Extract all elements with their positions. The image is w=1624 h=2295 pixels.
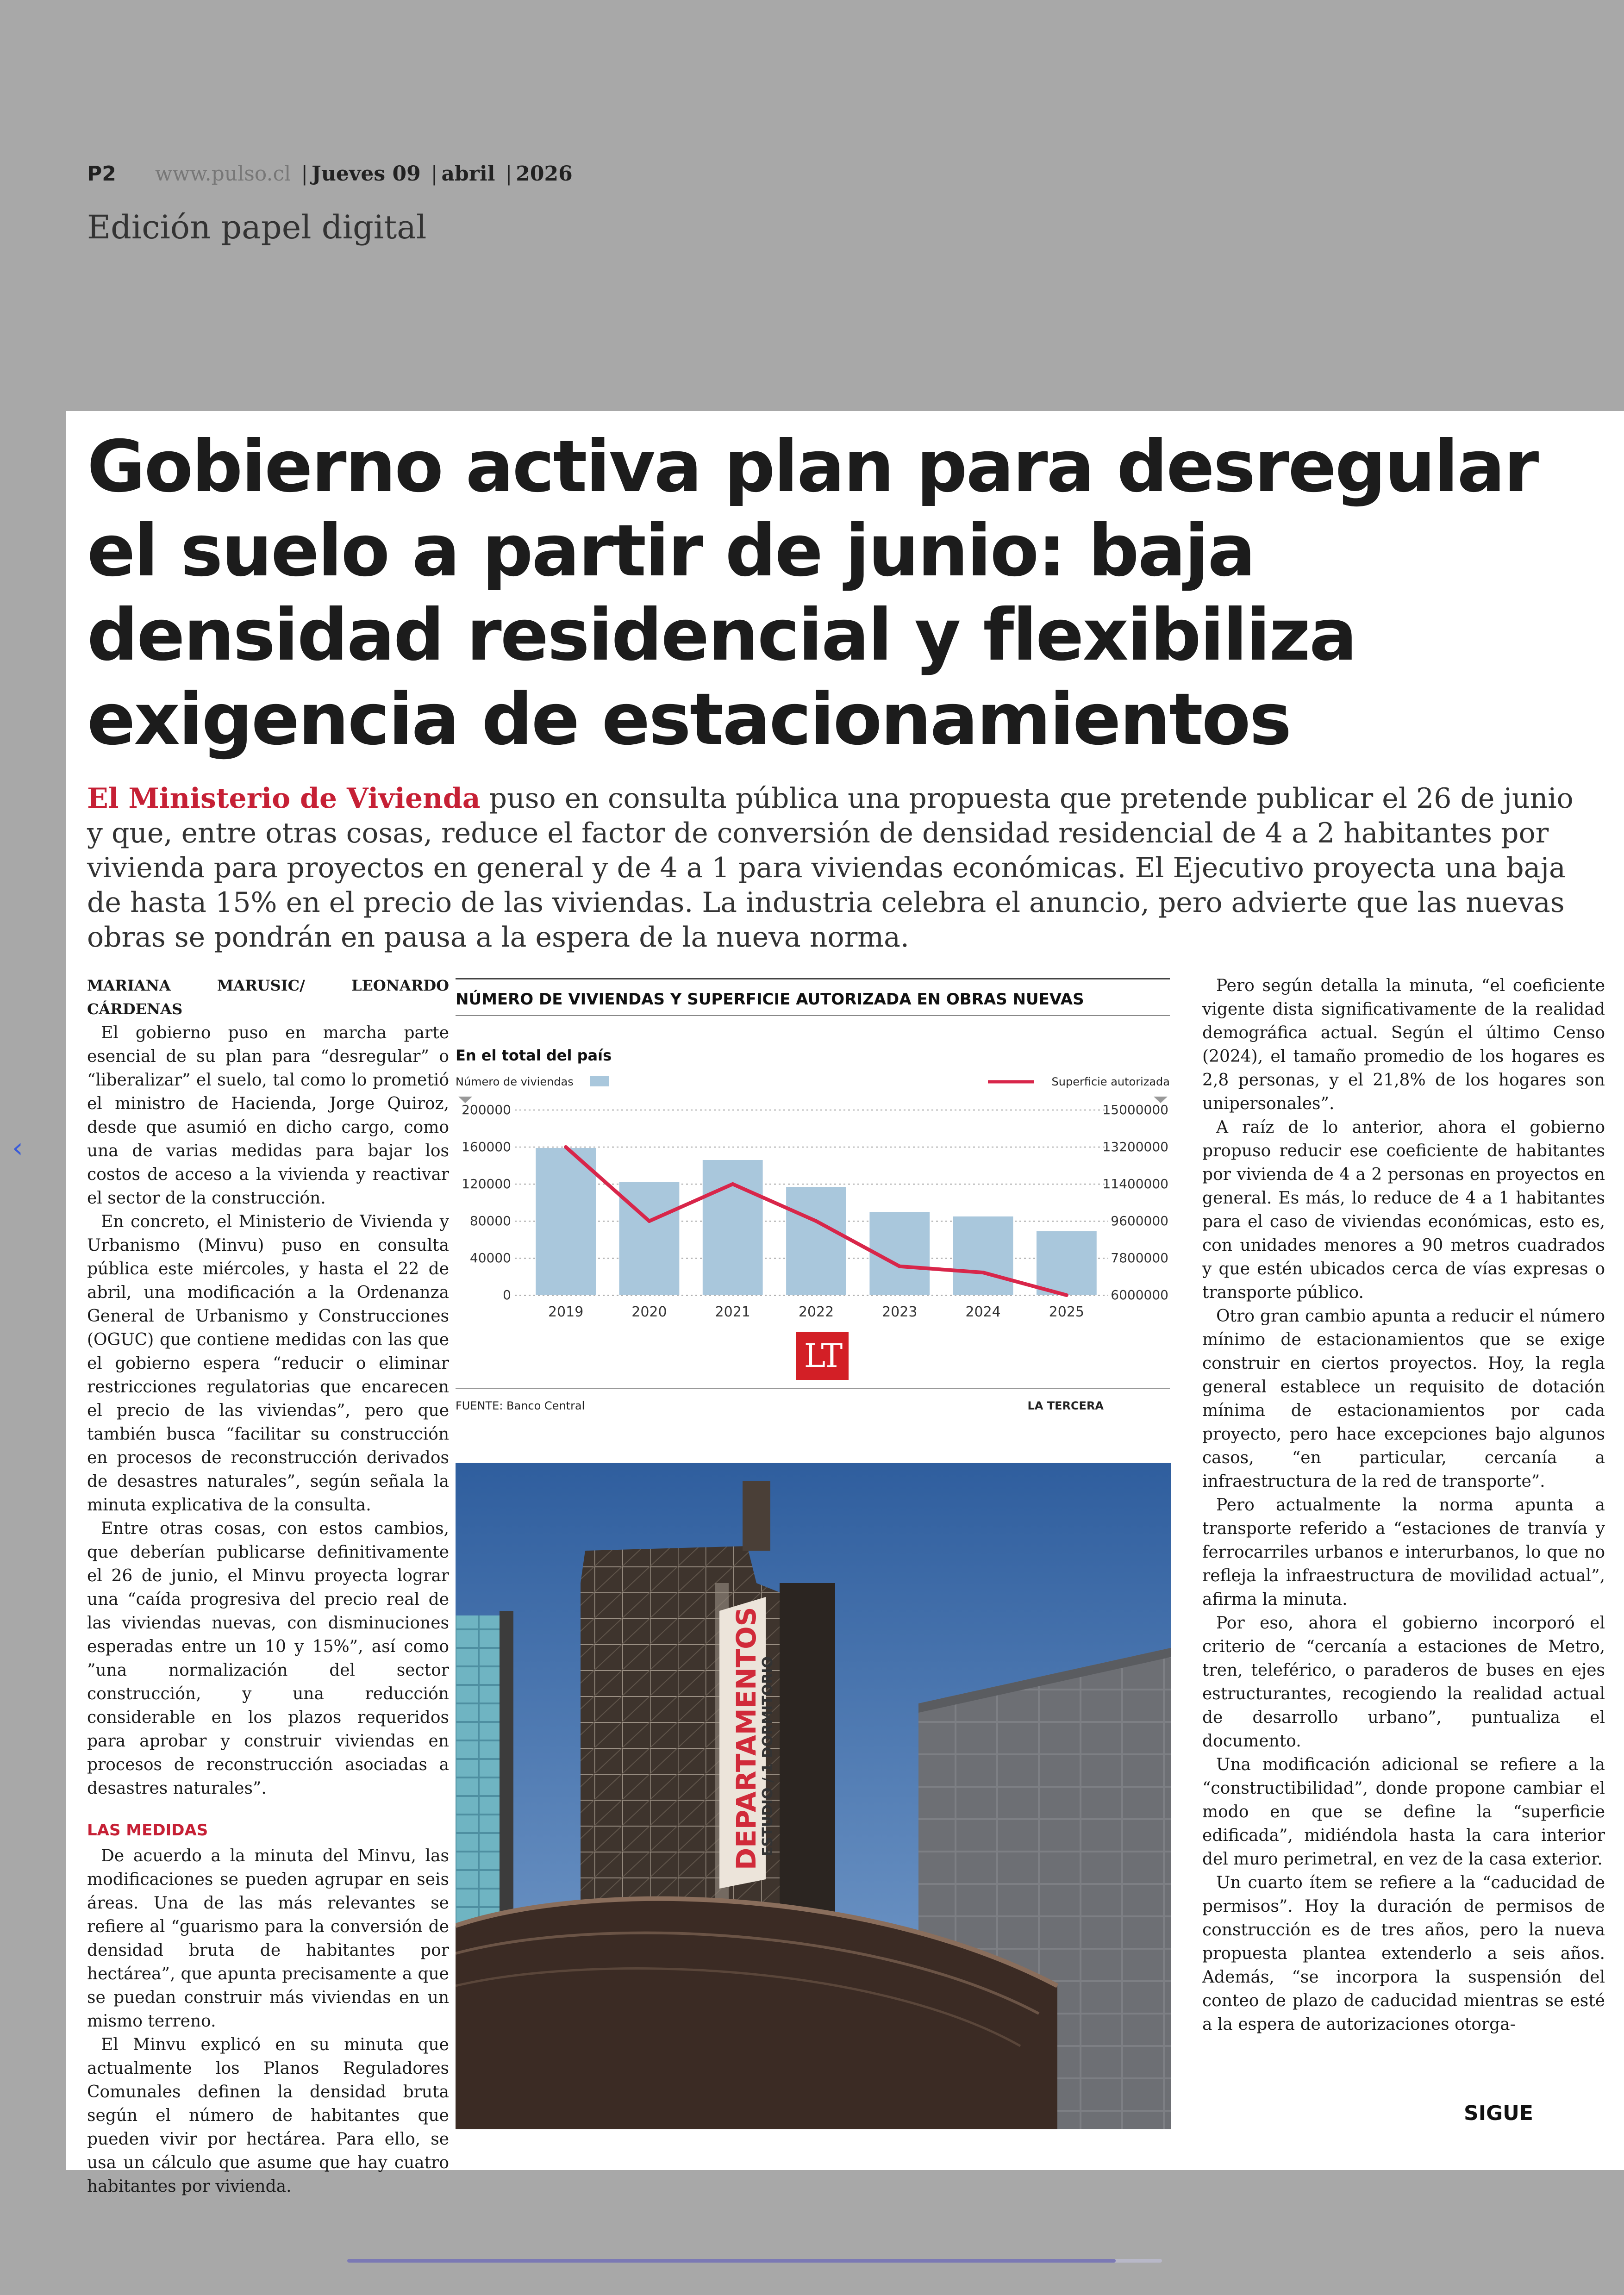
paragraph: De acuerdo a la minuta del Minvu, las modificaciones se pueden agrupar en seis áreas. Una de las más relevantes se refiere al “guarismo para la conversión de densidad bruta de habitantes por hectárea”, que apunta precisamente a que se puedan construir más viviendas en un mismo terreno. [87,1846,449,2031]
left-tick-label: 40000 [469,1250,511,1266]
chart-line-point [898,1265,901,1268]
left-tick-label: 80000 [469,1213,511,1229]
paragraph: Un cuarto ítem se refiere a la “caducidad de permisos”. Hoy la duración de permisos de construcción es de tres años, pero la nueva propuesta plantea extenderlo a seis años. Además, “se incorpora la suspensión del conteo de plazo de caducidad mientras se esté a la espera de autorizaciones otorga- [1202,1873,1605,2034]
left-tick-label: 160000 [462,1139,511,1154]
chart-bar [619,1182,680,1295]
page-number: P2 [87,162,116,186]
legend-label-superficie: Superficie autorizada [1051,1075,1170,1088]
chart-source: FUENTE: Banco Central [456,1399,585,1412]
photo-illustration [456,1463,1171,2129]
x-tick-label: 2024 [965,1304,1001,1320]
banner-main-text: DEPARTAMENTOS [731,1607,762,1870]
right-tick-label: 9600000 [1111,1213,1168,1229]
left-tick-label: 200000 [462,1102,511,1117]
paragraph: A raíz de lo anterior, ahora el gobierno propuso reducir ese coeficiente de habitantes por vivienda de 4 a 2 personas en proyectos en general. Es más, lo reduce de 4 a 1 habitantes para el caso de viviendas económicas, esto es, con unidades menores a 90 metros cuadrados y que estén ubicados cerca de vías expresas o transporte público. [1202,1118,1605,1302]
x-tick-label: 2023 [882,1304,918,1320]
paragraph: Pero según detalla la minuta, “el coeficiente vigente dista significativamente de la realidad demográfica actual. Según el último Censo (2024), el tamaño promedio de los hogares es 2,8 personas, y el 21,8% de los hogares son unipersonales”. [1202,976,1605,1113]
lead-text: puso en consulta pública una propuesta que pretende publicar el 26 de junio y que, entre otras cosas, reduce el factor de conversión de densidad residencial de 4 a 2 habitantes por vivienda para proyectos en general y de 4 a 1 para viviendas económicas. El Ejecutivo proyecta una baja de hasta 15% en el precio de las viviendas. La industria celebra el anuncio, pero advierte que las nuevas obras se pondrán en pausa a la espera de la nueva norma. [87,782,1574,954]
chart-line-point [564,1145,568,1149]
chart-bar [1037,1231,1097,1295]
section-subhead: LAS MEDIDAS [87,1821,208,1840]
chart-bar [953,1216,1013,1295]
paragraph: Pero actualmente la norma apunta a transporte referido a “estaciones de tranvía y ferrocarriles urbanos e interurbanos, lo que no refleja la infraestructura de movilidad actual”, afirma la minuta. [1202,1496,1605,1609]
issue-month: abril [441,162,495,186]
right-tick-label: 6000000 [1111,1287,1168,1303]
chart-line-point [1065,1293,1068,1297]
x-tick-label: 2019 [548,1304,584,1320]
paragraph: Una modificación adicional se refiere a la “constructibilidad”, donde propone cambiar el modo en que se define la “superficie edificada”, midiéndola hasta la cara interior del muro perimetral, en vez de la casa exterior. [1202,1755,1605,1869]
paragraph: Entre otras cosas, con estos cambios, que deberían publicarse definitivamente el 26 de junio, el Minvu proyecta lograr una “caída progresiva del precio real de las viviendas nuevas, con disminuciones esperadas entre un 10 y 15%”, así como ”una normalización del sector construcción, y una reducción considerable en los plazos requeridos para aprobar y construir viviendas en procesos de reconstrucción asociadas a desastres naturales”. [87,1519,449,1798]
scrollbar-thumb[interactable] [347,2259,1116,2263]
page-scrollbar[interactable] [347,2259,1162,2263]
construction-photo [456,1463,1171,2129]
article-column-left [87,974,449,2198]
chart-bottom-rule [456,1388,1170,1389]
site-url[interactable]: www.pulso.cl [155,162,291,186]
issue-weekday: Jueves 09 [312,162,421,186]
chart-subtitle: En el total del país [456,1047,612,1064]
chart-line-point [981,1271,985,1274]
x-tick-label: 2020 [631,1304,667,1320]
paragraph: Por eso, ahora el gobierno incorporó el criterio de “cercanía a estaciones de Metro, tren, teleférico, o paraderos de buses en ejes estructurantes, recogiendo la realidad actual de desarrollo urbano”, puntualiza el documento. [1202,1614,1605,1751]
article-headline: Gobierno activa plan para desregular el suelo a partir de junio: baja densidad residencial y flexibiliza exigencia de estacionamientos [87,425,1538,761]
chart-bar [703,1160,763,1295]
left-tick-label: 0 [503,1287,511,1303]
paragraph: El Minvu explicó en su minuta que actualmente los Planos Reguladores Comunales definen la densidad bruta según el número de habitantes que pueden vivir por hectárea. Para ello, se usa un cálculo que asume que hay cuatro habitantes por vivienda. [87,2035,449,2196]
x-tick-label: 2022 [798,1304,834,1320]
chart-line-point [814,1219,818,1223]
paragraph: El gobierno puso en marcha parte esencial de su plan para “desregular” o “liberalizar” el suelo, tal como lo prometió el ministro de Hacienda, Jorge Quiroz, desde que asumió en dicho cargo, como una de varias medidas para bajar los costos de acceso a la vivienda y reactivar el sector de la construcción. [87,1023,449,1208]
paragraph: Otro gran cambio apunta a reducir el número mínimo de estacionamientos que se exige construir en ciertos proyectos. Hoy, la regla general establece un requisito de dotación mínima de estacionamientos por cada proyecto, pero hace excepciones bajo algunos casos, “en particular, cercanía a infraestructura de la red de transporte”. [1202,1307,1605,1491]
right-tick-label: 11400000 [1102,1176,1168,1191]
chart-title: NÚMERO DE VIVIENDAS Y SUPERFICIE AUTORIZADA EN OBRAS NUEVAS [456,990,1084,1009]
la-tercera-logo: LT [796,1332,849,1380]
banner-sub-text: ESTUDIO / 1 DORMITORIO [760,1656,776,1856]
x-tick-label: 2025 [1049,1304,1085,1320]
byline: MARIANA MARUSIC/ LEONARDO CÁRDENAS [87,977,449,1018]
chart-brand: LA TERCERA [1027,1399,1104,1412]
continue-label: SIGUE [1464,2102,1533,2125]
legend-label-viviendas: Número de viviendas [456,1075,574,1088]
lead-highlight: El Ministerio de Vivienda [87,782,481,815]
prev-page-arrow-icon[interactable]: ‹ [12,1132,23,1164]
article-lead [87,781,1587,955]
right-tick-label: 7800000 [1111,1250,1168,1266]
article-column-right [1202,974,1605,2036]
paragraph: En concreto, el Ministerio de Vivienda y Urbanismo (Minvu) puso en consulta pública este miércoles, y hasta el 22 de abril, una modificación a la Ordenanza General de Urbanismo y Construcciones (OGUC) que contiene medidas con las que el gobierno espera “reducir o eliminar restricciones regulatorias que encarecen el precio de las viviendas”, pero que también busca “facilitar su construcción en procesos de reconstrucción derivados de desastres naturales”, según señala la minuta explicativa de la consulta. [87,1212,449,1515]
page-header: P2 www.pulso.cl | Jueves 09 | abril | 2026 [87,162,573,186]
right-tick-label: 15000000 [1102,1102,1168,1117]
chart-bar [536,1148,596,1295]
newspaper-page [66,411,1624,2196]
chart-line-point [731,1182,735,1186]
right-tick-label: 13200000 [1102,1139,1168,1154]
legend-swatch-viviendas [590,1076,609,1086]
chart-line-point [647,1219,651,1223]
x-tick-label: 2021 [715,1304,750,1320]
chart-bar [786,1187,846,1295]
edition-label: Edición papel digital [87,208,427,246]
issue-year: 2026 [516,162,573,186]
left-tick-label: 120000 [462,1176,511,1191]
